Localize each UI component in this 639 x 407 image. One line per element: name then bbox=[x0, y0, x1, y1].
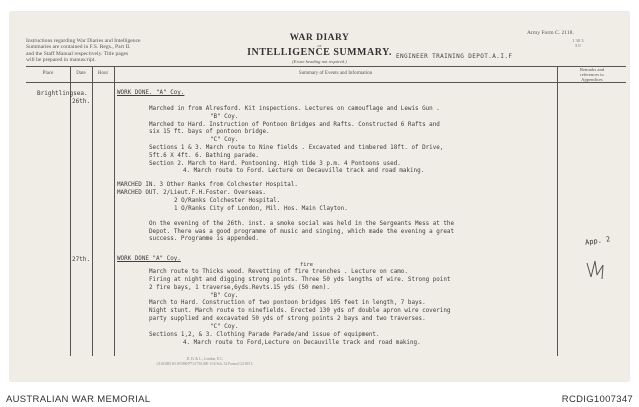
title-intelligence-summary: INTELLIGENCE SUMMARY. bbox=[247, 47, 392, 58]
entry-line: 2 fire bays, 1 traverse,6yds.Revts.15 yds (50 men). bbox=[149, 285, 330, 291]
entry-line: Sections 1,2, & 3. Clothing Parade Parade/and issue of equipment. bbox=[149, 332, 380, 338]
entry-line: "C" Coy. bbox=[210, 137, 239, 143]
entry-line: Sections 1 & 3. March route to Nine fields . Excavated and timbered 18ft. of Drive, bbox=[149, 145, 444, 151]
col-rule-date bbox=[92, 66, 93, 356]
entry-line: Firing at night and digging strong points. Three 50 yds lengths of wire. Strong point bbox=[149, 277, 451, 283]
entry-line: Night stunt. March route to ninefields. Erected 130 yds of double apron wire covering bbox=[149, 308, 451, 314]
entry-line: WORK DONE. "A" Coy. bbox=[117, 90, 185, 96]
header-top-rule bbox=[26, 66, 626, 67]
erase-note: (Erase heading not required.) bbox=[292, 59, 347, 64]
col-header-remarks: Remarks and references to Appendices bbox=[579, 67, 605, 83]
appendix-margin-note: App. 2 bbox=[584, 235, 611, 247]
col-rule-remarks bbox=[557, 66, 558, 356]
col-header-hour: Hour bbox=[97, 71, 109, 76]
col-rule-hour bbox=[114, 66, 115, 356]
entry-line: March to Hard. Construction of two pontoon bridges 105 feet in length, 7 bays. bbox=[149, 300, 426, 306]
entry-line: MARCHED OUT. 2/Lieut.F.H.Foster. Overseas. bbox=[117, 190, 266, 196]
army-form-number: Army Form C. 2118. bbox=[527, 30, 574, 36]
title-war-diary: WAR DIARY bbox=[289, 33, 350, 43]
entry-correction: fire bbox=[300, 262, 313, 268]
instructions-text: Instructions regarding War Diaries and Intelligence Summaries are contained in F.S. Regs., Part II. and the Staff Manual respectively. Title pages will be prepared in manuscript. bbox=[26, 38, 141, 64]
entry-line: March route to Thicks wood. Revetting of fire trenches . Lecture on camo. bbox=[149, 269, 408, 275]
diary-sheet bbox=[10, 12, 629, 381]
corner-marks: 1 30 3 3 0 bbox=[572, 38, 584, 48]
col-rule-place bbox=[70, 66, 71, 356]
entry-line: 5ft.6 X 4ft. 6. Bathing parade. bbox=[149, 153, 259, 159]
entry-line: Marched to Hard. Instruction of Pontoon Bridges and Rafts. Constructed 6 Rafts and bbox=[149, 122, 440, 128]
entry-line: "C" Coy. bbox=[210, 324, 239, 330]
institution-label: AUSTRALIAN WAR MEMORIAL bbox=[6, 394, 151, 405]
entry-line: On the evening of the 26th. inst. a smoke social was held in the Sergeants Mess at the bbox=[149, 221, 454, 227]
entry-date-26: 26th. bbox=[72, 98, 91, 105]
col-header-summary: Summary of Events and Information bbox=[298, 71, 373, 76]
printer-imprint: D. D. & L., London, E.C. (A16308) Wt.W5000/P714 750,000 1/16 Sch. 52 Forms/C2118/13. bbox=[156, 357, 254, 366]
entry-line: 4. March route to Ford. Lecture on Decauville track and road making. bbox=[183, 168, 425, 174]
reference-number: RCDIG1007347 bbox=[561, 394, 633, 405]
entry-line: 1 O/Ranks City of London, Mil. Hos. Main Clayton. bbox=[174, 206, 348, 212]
title-or: or bbox=[317, 43, 322, 48]
entry-line: MARCHED IN. 3 Other Ranks from Colchester Hospital. bbox=[117, 182, 298, 188]
entry-date-27: 27th. bbox=[72, 256, 91, 263]
header-bottom-rule bbox=[26, 82, 626, 83]
col-header-place: Place bbox=[42, 71, 54, 76]
entry-line: Section 2. March to Hard. Pontooning. High tide 3 p.m. 4 Pontoons used. bbox=[149, 161, 401, 167]
col-header-date: Date bbox=[76, 71, 86, 76]
entry-line: WORK DONE "A" Coy. bbox=[117, 256, 181, 262]
entry-line: party supplied and excavated 50 yds of strong points 2 bays and two traverses. bbox=[149, 316, 426, 322]
unit-name: ENGINEER TRAINING DEPOT.A.I.F bbox=[396, 53, 513, 60]
entry-line: "B" Coy. bbox=[210, 293, 239, 299]
handwritten-signature bbox=[583, 257, 609, 281]
entry-line: "B" Coy. bbox=[210, 114, 239, 120]
entry-line: Depot. There was a good programme of music and singing, which made the evening a great bbox=[149, 229, 454, 235]
entry-place: Brightlingsea. bbox=[37, 90, 88, 97]
entry-line: six 15 ft. bays of pontoon bridge. bbox=[149, 129, 270, 135]
entry-line: success. Programme is appended. bbox=[149, 236, 259, 242]
entry-line: 4. March route to Ford,Lecture on Decauville track and road making. bbox=[183, 340, 421, 346]
entry-line: 2 O/Ranks Colchester Hospital. bbox=[174, 198, 281, 204]
entry-line: Marched in from Alresford. Kit inspections. Lectures on camouflage and Lewis Gun . bbox=[149, 106, 440, 112]
